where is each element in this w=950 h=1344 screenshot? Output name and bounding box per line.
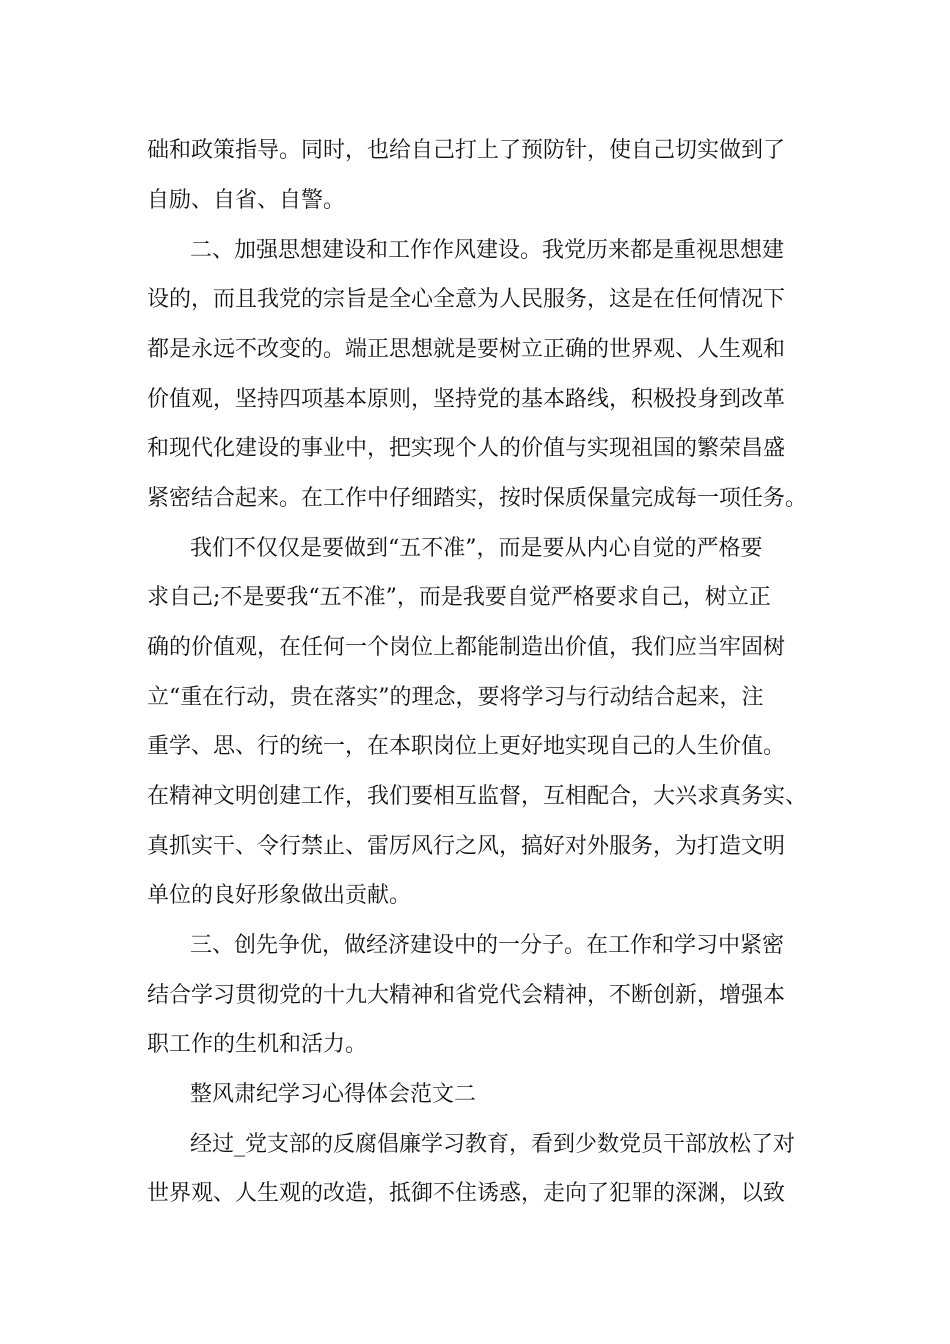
text-line-11: 确的价值观，在任何一个岗位上都能制造出价值，我们应当牢固树 bbox=[147, 635, 786, 660]
text-line-22: 世界观、人生观的改造，抵御不住诱惑，走向了犯罪的深渊，以致 bbox=[147, 1181, 786, 1206]
text-line-2: 自励、自省、自警。 bbox=[147, 188, 346, 213]
text-line-5: 都是永远不改变的。端正思想就是要树立正确的世界观、人生观和 bbox=[147, 337, 786, 362]
text-line-9: 我们不仅仅是要做到“五不准”，而是要从内心自觉的严格要 bbox=[190, 536, 763, 561]
text-line-8: 紧密结合起来。在工作中仔细踏实，按时保质保量完成每一项任务。 bbox=[147, 486, 808, 511]
text-line-16: 单位的良好形象做出贡献。 bbox=[147, 883, 412, 908]
text-line-1: 础和政策指导。同时，也给自己打上了预防针，使自己切实做到了 bbox=[147, 138, 786, 163]
text-line-14: 在精神文明创建工作，我们要相互监督，互相配合，大兴求真务实、 bbox=[147, 784, 808, 809]
text-line-19: 职工作的生机和活力。 bbox=[147, 1032, 368, 1057]
text-line-10: 求自己;不是要我“五不准”，而是我要自觉严格要求自己，树立正 bbox=[147, 585, 771, 610]
section-title: 整风肃纪学习心得体会范文二 bbox=[190, 1082, 477, 1107]
paragraph-heading-3: 三、创先争优，做经济建设中的一分子。在工作和学习中紧密 bbox=[190, 933, 785, 958]
text-line-7: 和现代化建设的事业中，把实现个人的价值与实现祖国的繁荣昌盛 bbox=[147, 436, 786, 461]
text-line-12: 立“重在行动，贵在落实”的理念，要将学习与行动结合起来，注 bbox=[147, 685, 764, 710]
text-line-4: 设的，而且我党的宗旨是全心全意为人民服务，这是在任何情况下 bbox=[147, 287, 786, 312]
text-line-13: 重学、思、行的统一，在本职岗位上更好地实现自己的人生价值。 bbox=[147, 734, 786, 759]
text-line-15: 真抓实干、令行禁止、雷厉风行之风，搞好对外服务，为打造文明 bbox=[147, 834, 786, 859]
text-line-18: 结合学习贯彻党的十九大精神和省党代会精神，不断创新，增强本 bbox=[147, 983, 786, 1008]
text-line-21: 经过_党支部的反腐倡廉学习教育，看到少数党员干部放松了对 bbox=[190, 1132, 796, 1157]
paragraph-heading-2: 二、加强思想建设和工作作风建设。我党历来都是重视思想建 bbox=[190, 238, 785, 263]
text-line-6: 价值观，坚持四项基本原则，坚持党的基本路线，积极投身到改革 bbox=[147, 387, 786, 412]
